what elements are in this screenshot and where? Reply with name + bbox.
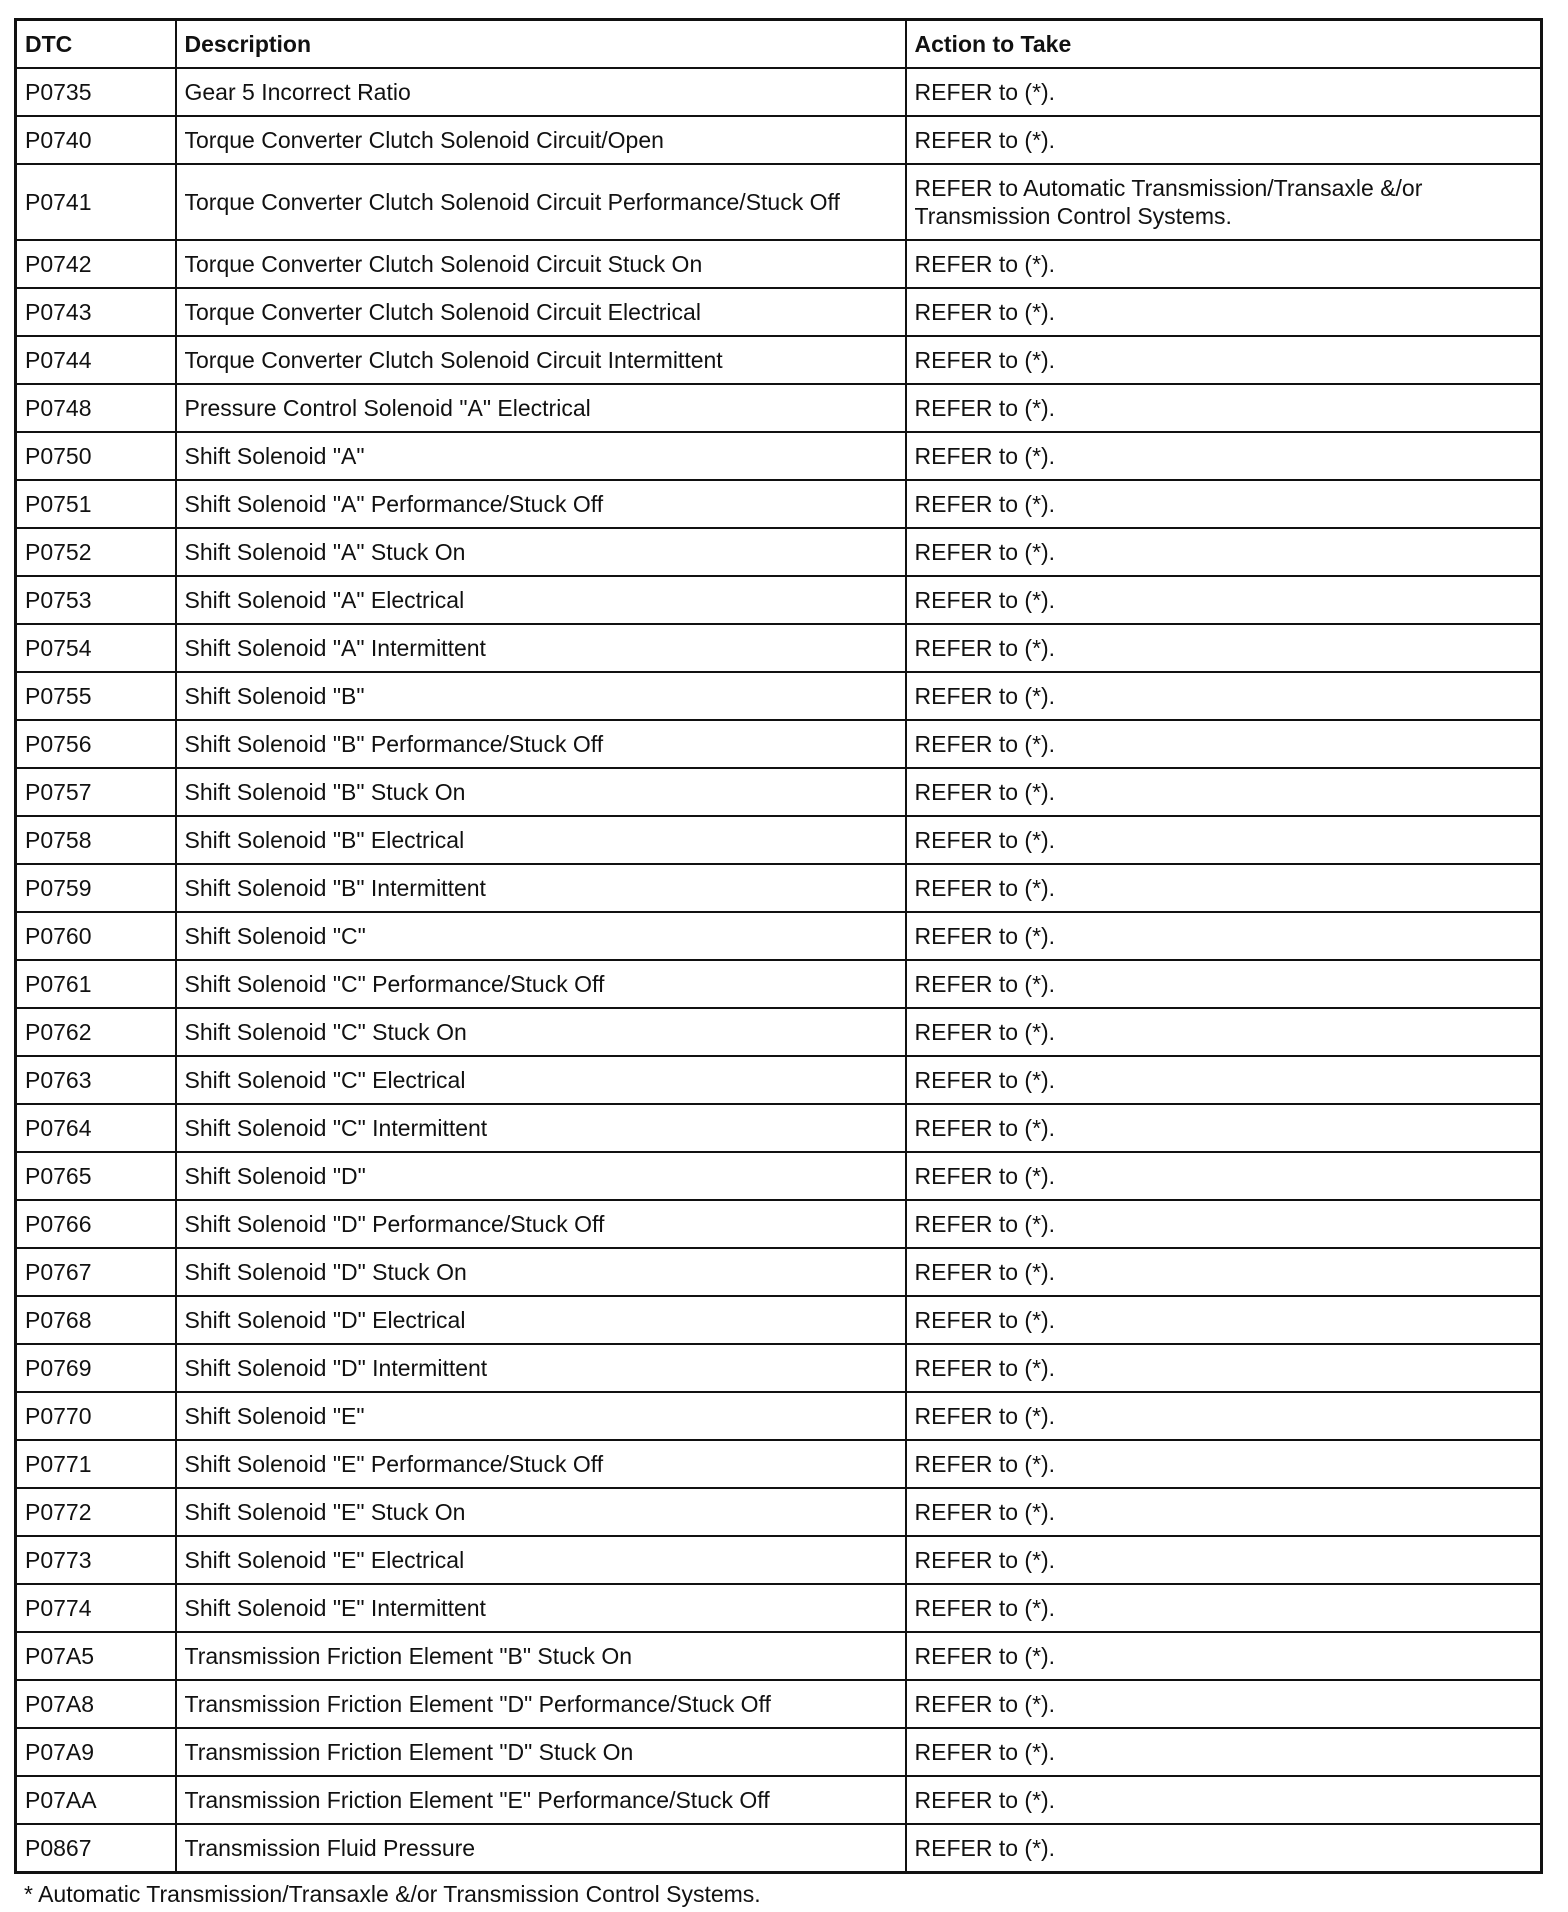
description-cell: Shift Solenoid "B" Performance/Stuck Off xyxy=(176,720,906,768)
description-cell: Transmission Friction Element "E" Performance/Stuck Off xyxy=(176,1776,906,1824)
dtc-cell: P0754 xyxy=(16,624,176,672)
action-cell: REFER to (*). xyxy=(906,768,1542,816)
table-row xyxy=(16,576,1542,624)
description-cell: Transmission Friction Element "D" Performance/Stuck Off xyxy=(176,1680,906,1728)
action-cell: REFER to (*). xyxy=(906,1824,1542,1873)
table-row xyxy=(16,816,1542,864)
table-row xyxy=(16,1440,1542,1488)
header-row xyxy=(16,20,1542,69)
dtc-cell: P0735 xyxy=(16,68,176,116)
table-row xyxy=(16,432,1542,480)
action-cell: REFER to (*). xyxy=(906,432,1542,480)
dtc-cell: P0758 xyxy=(16,816,176,864)
action-cell: REFER to (*). xyxy=(906,1776,1542,1824)
description-cell: Shift Solenoid "D" Electrical xyxy=(176,1296,906,1344)
action-cell: REFER to (*). xyxy=(906,288,1542,336)
action-cell: REFER to (*). xyxy=(906,960,1542,1008)
dtc-cell: P07A5 xyxy=(16,1632,176,1680)
table-row xyxy=(16,116,1542,164)
dtc-cell: P0764 xyxy=(16,1104,176,1152)
dtc-cell: P0743 xyxy=(16,288,176,336)
table-row xyxy=(16,528,1542,576)
dtc-cell: P0768 xyxy=(16,1296,176,1344)
action-cell: REFER to (*). xyxy=(906,624,1542,672)
description-cell: Shift Solenoid "D" Intermittent xyxy=(176,1344,906,1392)
dtc-cell: P0755 xyxy=(16,672,176,720)
dtc-cell: P0748 xyxy=(16,384,176,432)
header-dtc: DTC xyxy=(16,20,176,69)
action-cell: REFER to (*). xyxy=(906,116,1542,164)
table-row xyxy=(16,336,1542,384)
action-cell: REFER to (*). xyxy=(906,336,1542,384)
table-row xyxy=(16,1344,1542,1392)
table-row xyxy=(16,68,1542,116)
action-cell: REFER to (*). xyxy=(906,1632,1542,1680)
dtc-cell: P0766 xyxy=(16,1200,176,1248)
description-cell: Torque Converter Clutch Solenoid Circuit Performance/Stuck Off xyxy=(176,164,906,240)
action-cell: REFER to (*). xyxy=(906,1104,1542,1152)
table-row xyxy=(16,1392,1542,1440)
dtc-cell: P0867 xyxy=(16,1824,176,1873)
action-cell: REFER to (*). xyxy=(906,1488,1542,1536)
description-cell: Torque Converter Clutch Solenoid Circuit Stuck On xyxy=(176,240,906,288)
dtc-cell: P0761 xyxy=(16,960,176,1008)
table-row xyxy=(16,1296,1542,1344)
description-cell: Shift Solenoid "E" Stuck On xyxy=(176,1488,906,1536)
action-cell: REFER to (*). xyxy=(906,1056,1542,1104)
action-cell: REFER to (*). xyxy=(906,1152,1542,1200)
table-row xyxy=(16,960,1542,1008)
dtc-cell: P0750 xyxy=(16,432,176,480)
dtc-cell: P07A8 xyxy=(16,1680,176,1728)
action-cell: REFER to (*). xyxy=(906,1536,1542,1584)
table-row xyxy=(16,1152,1542,1200)
description-cell: Transmission Friction Element "D" Stuck On xyxy=(176,1728,906,1776)
dtc-cell: P0765 xyxy=(16,1152,176,1200)
table-row xyxy=(16,720,1542,768)
table-header xyxy=(16,20,1542,69)
description-cell: Shift Solenoid "C" Electrical xyxy=(176,1056,906,1104)
dtc-cell: P0740 xyxy=(16,116,176,164)
action-cell: REFER to (*). xyxy=(906,1008,1542,1056)
table-row xyxy=(16,1104,1542,1152)
table-row xyxy=(16,1488,1542,1536)
dtc-cell: P07A9 xyxy=(16,1728,176,1776)
description-cell: Shift Solenoid "E" Electrical xyxy=(176,1536,906,1584)
dtc-cell: P0757 xyxy=(16,768,176,816)
action-cell: REFER to Automatic Transmission/Transaxle &/or Transmission Control Systems. xyxy=(906,164,1542,240)
dtc-cell: P07AA xyxy=(16,1776,176,1824)
table-row xyxy=(16,1008,1542,1056)
description-cell: Shift Solenoid "B" Stuck On xyxy=(176,768,906,816)
description-cell: Shift Solenoid "A" Electrical xyxy=(176,576,906,624)
dtc-cell: P0770 xyxy=(16,1392,176,1440)
table-row xyxy=(16,164,1542,240)
description-cell: Shift Solenoid "E" Intermittent xyxy=(176,1584,906,1632)
table-row xyxy=(16,1536,1542,1584)
dtc-cell: P0741 xyxy=(16,164,176,240)
action-cell: REFER to (*). xyxy=(906,1584,1542,1632)
table-row xyxy=(16,1776,1542,1824)
description-cell: Shift Solenoid "B" Intermittent xyxy=(176,864,906,912)
action-cell: REFER to (*). xyxy=(906,720,1542,768)
action-cell: REFER to (*). xyxy=(906,864,1542,912)
table-row xyxy=(16,240,1542,288)
description-cell: Shift Solenoid "E" xyxy=(176,1392,906,1440)
description-cell: Shift Solenoid "D" Stuck On xyxy=(176,1248,906,1296)
document xyxy=(14,18,1540,1908)
table-row xyxy=(16,1200,1542,1248)
description-cell: Transmission Fluid Pressure xyxy=(176,1824,906,1873)
action-cell: REFER to (*). xyxy=(906,1728,1542,1776)
dtc-cell: P0772 xyxy=(16,1488,176,1536)
table-row xyxy=(16,624,1542,672)
description-cell: Torque Converter Clutch Solenoid Circuit Intermittent xyxy=(176,336,906,384)
dtc-cell: P0759 xyxy=(16,864,176,912)
description-cell: Shift Solenoid "A" Intermittent xyxy=(176,624,906,672)
action-cell: REFER to (*). xyxy=(906,68,1542,116)
dtc-cell: P0769 xyxy=(16,1344,176,1392)
action-cell: REFER to (*). xyxy=(906,1296,1542,1344)
dtc-cell: P0751 xyxy=(16,480,176,528)
header-description: Description xyxy=(176,20,906,69)
description-cell: Shift Solenoid "C" Performance/Stuck Off xyxy=(176,960,906,1008)
description-cell: Shift Solenoid "B" Electrical xyxy=(176,816,906,864)
description-cell: Shift Solenoid "D" Performance/Stuck Off xyxy=(176,1200,906,1248)
dtc-cell: P0744 xyxy=(16,336,176,384)
table-row xyxy=(16,1632,1542,1680)
action-cell: REFER to (*). xyxy=(906,576,1542,624)
table-row xyxy=(16,768,1542,816)
table-row xyxy=(16,1584,1542,1632)
action-cell: REFER to (*). xyxy=(906,240,1542,288)
action-cell: REFER to (*). xyxy=(906,1440,1542,1488)
dtc-cell: P0763 xyxy=(16,1056,176,1104)
table-row xyxy=(16,1056,1542,1104)
dtc-cell: P0767 xyxy=(16,1248,176,1296)
description-cell: Shift Solenoid "E" Performance/Stuck Off xyxy=(176,1440,906,1488)
action-cell: REFER to (*). xyxy=(906,912,1542,960)
table-row xyxy=(16,1248,1542,1296)
table-row xyxy=(16,384,1542,432)
table-row xyxy=(16,672,1542,720)
description-cell: Shift Solenoid "A" Performance/Stuck Off xyxy=(176,480,906,528)
description-cell: Torque Converter Clutch Solenoid Circuit Electrical xyxy=(176,288,906,336)
description-cell: Shift Solenoid "A" xyxy=(176,432,906,480)
description-cell: Torque Converter Clutch Solenoid Circuit/Open xyxy=(176,116,906,164)
dtc-table xyxy=(14,18,1543,1874)
table-row xyxy=(16,1728,1542,1776)
table-row xyxy=(16,864,1542,912)
dtc-cell: P0756 xyxy=(16,720,176,768)
table-row xyxy=(16,480,1542,528)
dtc-cell: P0753 xyxy=(16,576,176,624)
action-cell: REFER to (*). xyxy=(906,384,1542,432)
description-cell: Gear 5 Incorrect Ratio xyxy=(176,68,906,116)
description-cell: Shift Solenoid "D" xyxy=(176,1152,906,1200)
action-cell: REFER to (*). xyxy=(906,480,1542,528)
header-action: Action to Take xyxy=(906,20,1542,69)
table-row xyxy=(16,1680,1542,1728)
action-cell: REFER to (*). xyxy=(906,528,1542,576)
dtc-cell: P0773 xyxy=(16,1536,176,1584)
description-cell: Shift Solenoid "C" Intermittent xyxy=(176,1104,906,1152)
dtc-cell: P0752 xyxy=(16,528,176,576)
table-row xyxy=(16,1824,1542,1873)
description-cell: Shift Solenoid "B" xyxy=(176,672,906,720)
table-row xyxy=(16,912,1542,960)
action-cell: REFER to (*). xyxy=(906,1248,1542,1296)
action-cell: REFER to (*). xyxy=(906,1392,1542,1440)
table-row xyxy=(16,288,1542,336)
description-cell: Shift Solenoid "A" Stuck On xyxy=(176,528,906,576)
action-cell: REFER to (*). xyxy=(906,1200,1542,1248)
action-cell: REFER to (*). xyxy=(906,1680,1542,1728)
footnote: * Automatic Transmission/Transaxle &/or Transmission Control Systems. xyxy=(24,1881,761,1907)
dtc-cell: P0771 xyxy=(16,1440,176,1488)
action-cell: REFER to (*). xyxy=(906,1344,1542,1392)
dtc-cell: P0774 xyxy=(16,1584,176,1632)
dtc-cell: P0760 xyxy=(16,912,176,960)
action-cell: REFER to (*). xyxy=(906,816,1542,864)
action-cell: REFER to (*). xyxy=(906,672,1542,720)
description-cell: Transmission Friction Element "B" Stuck On xyxy=(176,1632,906,1680)
table-body xyxy=(16,68,1542,1873)
description-cell: Shift Solenoid "C" xyxy=(176,912,906,960)
description-cell: Pressure Control Solenoid "A" Electrical xyxy=(176,384,906,432)
dtc-cell: P0742 xyxy=(16,240,176,288)
description-cell: Shift Solenoid "C" Stuck On xyxy=(176,1008,906,1056)
dtc-cell: P0762 xyxy=(16,1008,176,1056)
